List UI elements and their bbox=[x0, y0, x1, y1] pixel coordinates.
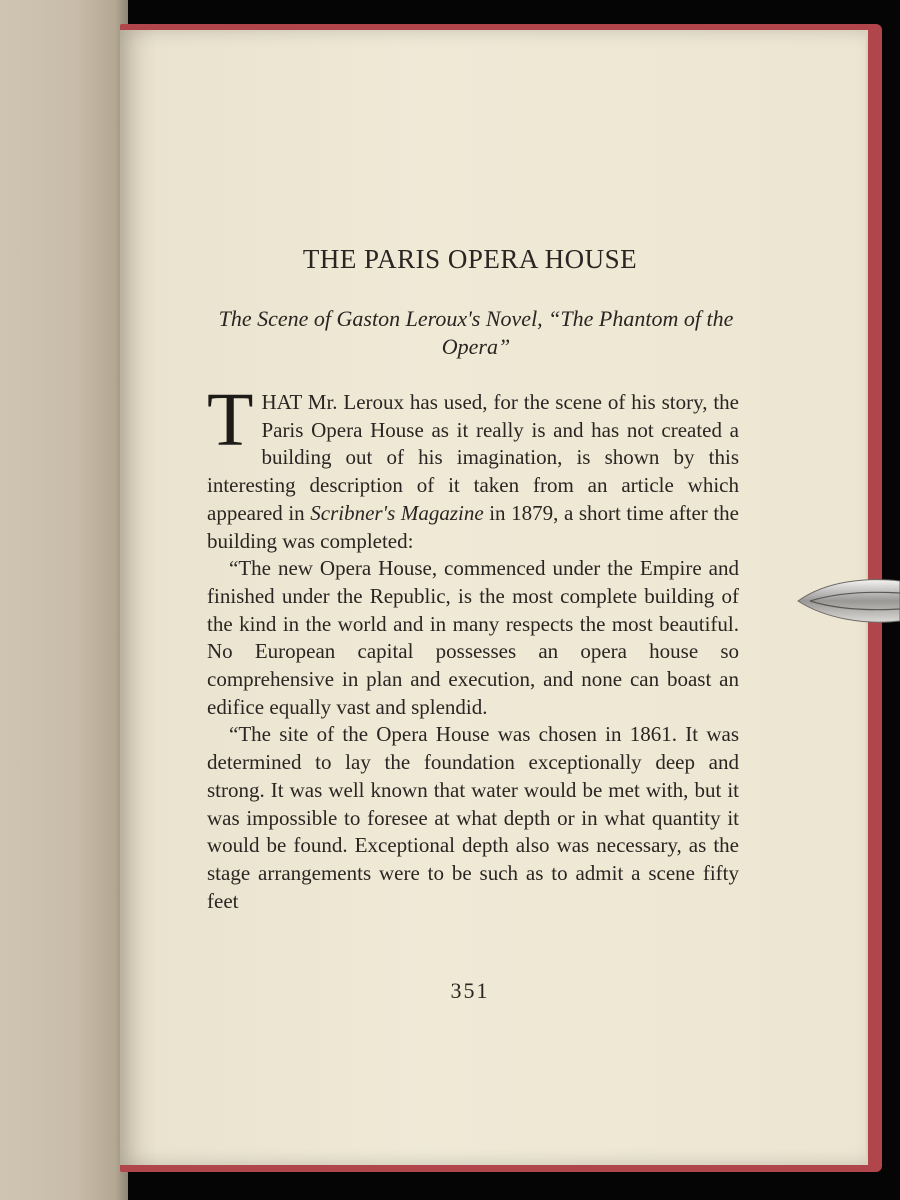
facing-page-edge bbox=[0, 0, 128, 1200]
page-number: 351 bbox=[450, 978, 490, 1003]
paragraph-1-lead: HAT Mr. Leroux has used, for the scene of his story, the Paris Opera House as it really is and has not created a building out of his imagination, is shown by this interesting description of it taken from an article which appeared in bbox=[207, 390, 739, 525]
drop-cap: T bbox=[207, 378, 254, 462]
metal-page-clip bbox=[796, 575, 900, 627]
paragraph-3: “The site of the Opera House was chosen in 1861. It was determined to lay the foundation exceptionally deep and strong. It was well known that water would be met with, but it was impossible to foresee at what depth or in what quantity it would be found. Exceptional depth also was necessary, as the stage arrangements were to be such as to admit a scene fifty feet bbox=[207, 722, 739, 913]
paragraph-1-tail: in 1879, a short time after the building was completed: bbox=[207, 500, 739, 553]
page-subtitle: The Scene of Gaston Leroux's Novel, “The Phantom of the Opera” bbox=[218, 306, 734, 359]
page-title: THE PARIS OPERA HOUSE bbox=[302, 244, 638, 274]
magazine-title: Scribner's Magazine bbox=[310, 500, 484, 525]
paragraph-2: “The new Opera House, commenced under the Empire and finished under the Republic, is the most complete building of the kind in the world and in many respects the most beautiful. No European capital possesses an opera house so comprehensive in plan and execution, and none can boast an edifice equally vast and splendid. bbox=[207, 556, 739, 719]
paragraph-1 bbox=[207, 378, 739, 555]
body-text bbox=[207, 378, 739, 915]
